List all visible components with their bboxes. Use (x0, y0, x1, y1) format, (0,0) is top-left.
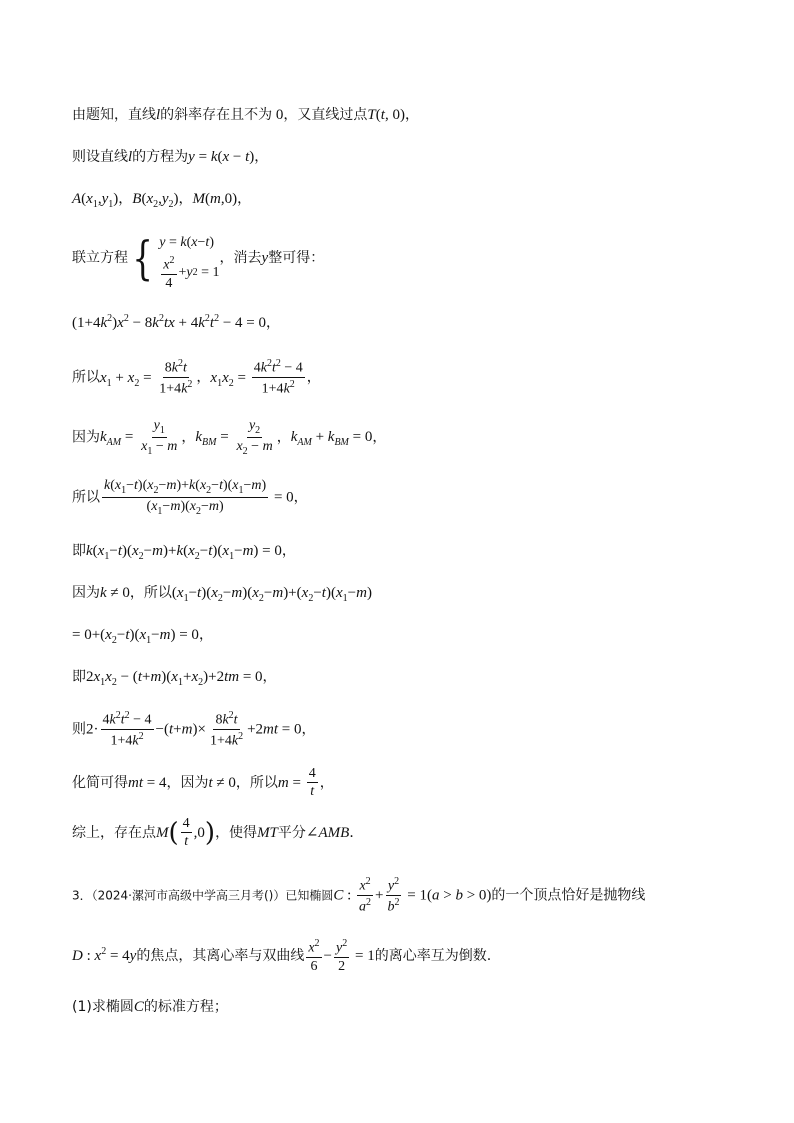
solution-line-14: 化简可得mt = 4，因为t ≠ 0，所以m = $\frac{4}{t}$ ， (72, 766, 334, 800)
text: ， (196, 369, 211, 386)
solution-line-8: 所以 $\frac{k(x_1-t)(x_2-m)+k(x_2-t)(x_1-m)}{(x_1-m)(x_2-m)}$ = 0， (72, 478, 308, 517)
solution-line-13: 则2· $\frac{4k^2t^2 - 4}{1+4k^2}$ −(t+m)× $\frac{8k^2t}{1+4k^2}$ +2mt = 0， (72, 710, 316, 749)
text: 的斜率存在且不为 (160, 107, 273, 123)
solution-line-11: = $0+(x_2-t)(x_1-m) = 0$， (72, 627, 213, 646)
solution-line-5: $(1+4k^2)x^2 - 8k^2tx + 4k^2t^2 - 4 = 0$， (72, 313, 281, 331)
text: 由题知，直线 (72, 107, 156, 123)
text: ， (319, 774, 334, 791)
text: ， (293, 489, 308, 506)
text: ， (178, 191, 193, 207)
text: 平分 (277, 824, 306, 841)
solution-line-1: 由题知，直线l的斜率存在且不为 0，又直线过点T(t, 0)， (72, 107, 419, 123)
text: 联立方程 (72, 250, 128, 266)
text: ， (198, 627, 213, 643)
text: ，消去 (219, 250, 262, 266)
question-3-line-2: D : $x^2 = 4y$的焦点，其离心率与双曲线 $\frac{x^2}{6}$ − $\frac{y^2}{2}$ = 1的离心率互为倒数. (72, 938, 492, 975)
solution-line-2: 则设直线l的方程为y = k(x − t)， (72, 149, 269, 165)
text: ， (237, 191, 252, 207)
text: 所以 (72, 489, 100, 506)
text: ，使得 (215, 824, 258, 841)
text: ， (181, 429, 196, 446)
text: 的方程为 (132, 149, 189, 165)
text: ， (262, 669, 277, 685)
solution-line-12: 即$2x_1x_2 - (t+m)(x_1+x_2)+2tm = 0$， (72, 669, 277, 688)
solution-line-10: 因为k ≠ 0，所以$(x_1-t)(x_2-m)(x_2-m)+(x_2-t)(x_1-m)$ (72, 585, 372, 604)
text: ． (349, 824, 364, 841)
text: 即 (72, 669, 86, 685)
text: ，因为 (166, 774, 209, 791)
text: ， (254, 149, 269, 165)
text: ，所以 (235, 774, 278, 791)
question-3-part-1: (1)求椭圆C的标准方程； (72, 999, 228, 1015)
solution-line-7: 因为$k_{AM}$ = $\frac{y_1}{x_1 - m}$ ，$k_{BM}$ = $\frac{y_2}{x_2 - m}$ ，$k_{AM} + k_{BM} = 0$， (72, 418, 387, 457)
text: ， (276, 429, 291, 446)
question-number: 3．（2024·漯河市高级中学高三月考()）已知椭圆 (72, 888, 334, 903)
text: 则设直线 (72, 149, 128, 165)
text: 即 (72, 543, 86, 559)
text: 的焦点，其离心率与双曲线 (136, 948, 305, 965)
text: 综上，存在点 (72, 824, 156, 841)
text: ， (266, 315, 281, 331)
text: 的标准方程； (143, 999, 228, 1015)
solution-line-15: 综上，存在点M( $\frac{4}{t}$ ,0)，使得MT平分∠AMB． (72, 816, 364, 850)
text: 则 (72, 721, 86, 738)
text: ，所以 (129, 585, 172, 601)
text: ，又直线过点 (283, 107, 368, 123)
solution-line-3: $A(x_1,y_1)$，$B(x_2,y_2)$，M(m,0)， (72, 191, 252, 210)
text: ， (281, 543, 296, 559)
solution-line-9: 即$k(x_1-t)(x_2-m)+k(x_2-t)(x_1-m) = 0$， (72, 543, 296, 562)
text: 的离心率互为倒数. (374, 948, 492, 965)
text: ， (372, 429, 387, 446)
text: 化简可得 (72, 774, 128, 791)
solution-line-6: 所以$x_1 + x_2$ = $\frac{8k^2t}{1+4k^2}$ ，$x_1x_2$ = $\frac{4k^2t^2 - 4}{1+4k^2}$ ， (72, 358, 321, 397)
text: 的一个顶点恰好是抛物线 (491, 887, 646, 904)
text: 整可得： (268, 250, 325, 266)
text: ， (404, 107, 419, 123)
text: 因为 (72, 585, 100, 601)
text: 所以 (72, 369, 100, 386)
text: ， (118, 191, 133, 207)
text: ， (301, 721, 316, 738)
question-3-line-1: 3．（2024·漯河市高级中学高三月考()）已知椭圆C : $\frac{x^2}{a^2}$ + $\frac{y^2}{b^2}$ = 1(a > b > 0)的一个顶点恰好是抛物线 (72, 876, 646, 915)
solution-line-4: 联立方程 { y = k ( x − t ) $\frac{x^2}{4}$ + y 2 = 1 ，消去y整可得： (72, 231, 325, 291)
text: (1)求椭圆 (72, 999, 134, 1015)
text: ， (306, 369, 321, 386)
text: 因为 (72, 429, 100, 446)
